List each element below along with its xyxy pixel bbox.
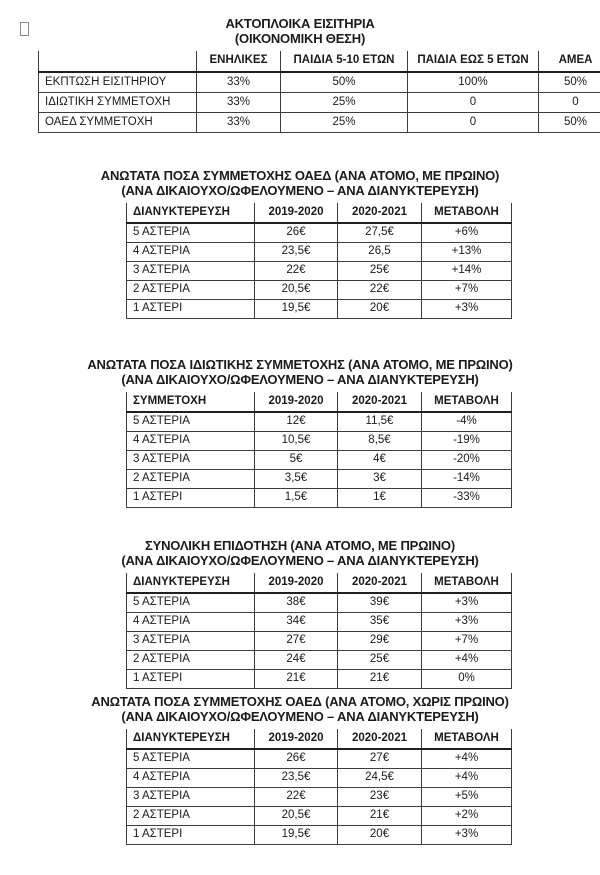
column-header: 2020-2021 xyxy=(338,573,422,593)
table-cell: 22€ xyxy=(255,262,338,281)
table-cell: +7% xyxy=(422,281,512,300)
table-cell: 5€ xyxy=(255,451,338,470)
section-title: ΑΚΤΟΠΛΟΙΚΑ ΕΙΣΙΤΗΡΙΑ xyxy=(0,16,600,31)
table-cell: 0 xyxy=(408,113,539,133)
table-cell: +3% xyxy=(422,613,512,632)
table-cell: 12€ xyxy=(255,412,338,432)
table-row xyxy=(127,300,512,319)
table-cell: 1€ xyxy=(338,489,422,508)
oaed-max-without-breakfast-table xyxy=(126,729,512,845)
table-cell: 20€ xyxy=(338,826,422,845)
oaed-max-with-breakfast-table xyxy=(126,203,512,319)
table-cell: 25€ xyxy=(338,651,422,670)
row-label: 5 ΑΣΤΕΡΙΑ xyxy=(127,223,255,243)
row-label: 2 ΑΣΤΕΡΙΑ xyxy=(127,651,255,670)
column-header: 2019-2020 xyxy=(255,729,338,749)
table-cell: +13% xyxy=(422,243,512,262)
section-subtitle: (ΑΝΑ ΔΙΚΑΙΟΥΧΟ/ΩΦΕΛΟΥΜΕΝΟ – ΑΝΑ ΔΙΑΝΥΚΤΕΡΕΥΣΗ) xyxy=(0,183,600,198)
table-row xyxy=(127,243,512,262)
row-label: 1 ΑΣΤΕΡΙ xyxy=(127,670,255,689)
table-cell: 24€ xyxy=(255,651,338,670)
section-oaed-max-without-breakfast xyxy=(0,694,600,845)
table-row xyxy=(127,451,512,470)
table-cell: 11,5€ xyxy=(338,412,422,432)
table-row xyxy=(127,788,512,807)
column-header-label: ΣΥΜΜΕΤΟΧΗ xyxy=(127,392,255,412)
table-row xyxy=(127,632,512,651)
row-label: 3 ΑΣΤΕΡΙΑ xyxy=(127,632,255,651)
column-header: ΠΑΙΔΙΑ ΕΩΣ 5 ΕΤΩΝ xyxy=(408,51,539,72)
section-title: ΑΝΩΤΑΤΑ ΠΟΣΑ ΙΔΙΩΤΙΚΗΣ ΣΥΜΜΕΤΟΧΗΣ (ΑΝΑ ΑΤΟΜΟ, ΜΕ ΠΡΩΙΝΟ) xyxy=(0,357,600,372)
table-cell: 0 xyxy=(408,93,539,113)
table-cell: 38€ xyxy=(255,593,338,613)
table-row xyxy=(127,826,512,845)
column-header-label: ΔΙΑΝΥΚΤΕΡΕΥΣΗ xyxy=(127,573,255,593)
table-cell: 21€ xyxy=(255,670,338,689)
table-cell: 25€ xyxy=(338,262,422,281)
table-row xyxy=(127,670,512,689)
table-cell: 50% xyxy=(281,72,408,93)
column-header-label: ΔΙΑΝΥΚΤΕΡΕΥΣΗ xyxy=(127,203,255,223)
table-cell: 24,5€ xyxy=(338,769,422,788)
table-row xyxy=(127,223,512,243)
table-cell: 26€ xyxy=(255,749,338,769)
section-oaed-max-with-breakfast xyxy=(0,168,600,319)
table-cell: 25% xyxy=(281,93,408,113)
column-header: 2020-2021 xyxy=(338,392,422,412)
row-label: 1 ΑΣΤΕΡΙ xyxy=(127,826,255,845)
table-cell: 26,5 xyxy=(338,243,422,262)
table-cell: -20% xyxy=(422,451,512,470)
table-cell: +2% xyxy=(422,807,512,826)
header-row xyxy=(127,392,512,412)
column-header: 2019-2020 xyxy=(255,203,338,223)
section-title: ΑΝΩΤΑΤΑ ΠΟΣΑ ΣΥΜΜΕΤΟΧΗΣ ΟΑΕΔ (ΑΝΑ ΑΤΟΜΟ, ΜΕ ΠΡΩΙΝΟ) xyxy=(0,168,600,183)
table-cell: 27€ xyxy=(338,749,422,769)
row-label: 1 ΑΣΤΕΡΙ xyxy=(127,300,255,319)
document-page xyxy=(0,16,600,875)
table-cell: +3% xyxy=(422,593,512,613)
table-cell: +3% xyxy=(422,300,512,319)
table-row xyxy=(127,749,512,769)
header-row xyxy=(39,51,600,72)
table-cell: 39€ xyxy=(338,593,422,613)
column-header: ΜΕΤΑΒΟΛΗ xyxy=(422,729,512,749)
section-title: ΑΝΩΤΑΤΑ ΠΟΣΑ ΣΥΜΜΕΤΟΧΗΣ ΟΑΕΔ (ΑΝΑ ΑΤΟΜΟ, ΧΩΡΙΣ ΠΡΩΙΝΟ) xyxy=(0,694,600,709)
column-header: ΜΕΤΑΒΟΛΗ xyxy=(422,392,512,412)
table-row xyxy=(127,651,512,670)
table-row xyxy=(127,412,512,432)
table-cell: 23€ xyxy=(338,788,422,807)
table-cell: 33% xyxy=(197,93,281,113)
table-cell: 33% xyxy=(197,113,281,133)
table-cell: +7% xyxy=(422,632,512,651)
table-cell: 23,5€ xyxy=(255,769,338,788)
table-cell: 25% xyxy=(281,113,408,133)
section-subtitle: (ΑΝΑ ΔΙΚΑΙΟΥΧΟ/ΩΦΕΛΟΥΜΕΝΟ – ΑΝΑ ΔΙΑΝΥΚΤΕΡΕΥΣΗ) xyxy=(0,553,600,568)
table-cell: 19,5€ xyxy=(255,300,338,319)
table-cell: +14% xyxy=(422,262,512,281)
row-label: 5 ΑΣΤΕΡΙΑ xyxy=(127,593,255,613)
table-cell: 10,5€ xyxy=(255,432,338,451)
table-cell: 20€ xyxy=(338,300,422,319)
table-row xyxy=(127,593,512,613)
table-cell: -33% xyxy=(422,489,512,508)
table-cell: -4% xyxy=(422,412,512,432)
table-cell: 19,5€ xyxy=(255,826,338,845)
column-header: 2020-2021 xyxy=(338,729,422,749)
private-participation-table xyxy=(126,392,512,508)
section-subtitle: (ΟΙΚΟΝΟΜΙΚΗ ΘΕΣΗ) xyxy=(0,31,600,46)
column-header: ΠΑΙΔΙΑ 5-10 ΕΤΩΝ xyxy=(281,51,408,72)
table-cell: 33% xyxy=(197,72,281,93)
table-cell: +3% xyxy=(422,826,512,845)
table-row xyxy=(127,807,512,826)
row-label: 4 ΑΣΤΕΡΙΑ xyxy=(127,769,255,788)
total-subsidy-table xyxy=(126,573,512,689)
row-label: 4 ΑΣΤΕΡΙΑ xyxy=(127,243,255,262)
ferry-discount-table xyxy=(38,51,600,133)
section-title: ΣΥΝΟΛΙΚΗ ΕΠΙΔΟΤΗΣΗ (ΑΝΑ ΑΤΟΜΟ, ΜΕ ΠΡΩΙΝΟ) xyxy=(0,538,600,553)
row-label: 1 ΑΣΤΕΡΙ xyxy=(127,489,255,508)
table-cell: 26€ xyxy=(255,223,338,243)
table-row xyxy=(127,432,512,451)
table-cell: 4€ xyxy=(338,451,422,470)
section-total-subsidy-with-breakfast xyxy=(0,538,600,689)
table-cell: 50% xyxy=(539,113,600,133)
table-cell: 20,5€ xyxy=(255,807,338,826)
table-cell: 100% xyxy=(408,72,539,93)
column-header: ΑΜΕΑ xyxy=(539,51,600,72)
table-cell: 3,5€ xyxy=(255,470,338,489)
table-cell: 1,5€ xyxy=(255,489,338,508)
section-private-participation-with-breakfast xyxy=(0,357,600,508)
table-row xyxy=(127,769,512,788)
row-label: 5 ΑΣΤΕΡΙΑ xyxy=(127,749,255,769)
table-cell: 22€ xyxy=(255,788,338,807)
column-header-label: ΔΙΑΝΥΚΤΕΡΕΥΣΗ xyxy=(127,729,255,749)
table-row xyxy=(127,281,512,300)
table-row xyxy=(39,93,600,113)
column-header: ΕΝΗΛΙΚΕΣ xyxy=(197,51,281,72)
table-cell: 34€ xyxy=(255,613,338,632)
header-row xyxy=(127,203,512,223)
row-label: ΟΑΕΔ ΣΥΜΜΕΤΟΧΗ xyxy=(39,113,197,133)
table-cell: 22€ xyxy=(338,281,422,300)
row-label: 5 ΑΣΤΕΡΙΑ xyxy=(127,412,255,432)
table-cell: 0 xyxy=(539,93,600,113)
row-label: 3 ΑΣΤΕΡΙΑ xyxy=(127,262,255,281)
column-header-label xyxy=(39,51,197,72)
column-header: 2019-2020 xyxy=(255,392,338,412)
table-cell: 21€ xyxy=(338,807,422,826)
table-cell: +5% xyxy=(422,788,512,807)
row-label: 4 ΑΣΤΕΡΙΑ xyxy=(127,432,255,451)
table-row xyxy=(127,262,512,281)
column-header: 2019-2020 xyxy=(255,573,338,593)
table-cell: 50% xyxy=(539,72,600,93)
table-cell: 29€ xyxy=(338,632,422,651)
row-label: 2 ΑΣΤΕΡΙΑ xyxy=(127,281,255,300)
table-cell: -19% xyxy=(422,432,512,451)
section-ferry-tickets xyxy=(0,16,600,133)
row-label: 2 ΑΣΤΕΡΙΑ xyxy=(127,470,255,489)
table-cell: 35€ xyxy=(338,613,422,632)
column-header: 2020-2021 xyxy=(338,203,422,223)
row-label: 4 ΑΣΤΕΡΙΑ xyxy=(127,613,255,632)
table-cell: 20,5€ xyxy=(255,281,338,300)
table-cell: 21€ xyxy=(338,670,422,689)
row-label: 3 ΑΣΤΕΡΙΑ xyxy=(127,451,255,470)
table-cell: 27€ xyxy=(255,632,338,651)
table-cell: 23,5€ xyxy=(255,243,338,262)
table-row xyxy=(127,470,512,489)
table-row xyxy=(39,113,600,133)
row-label: ΙΔΙΩΤΙΚΗ ΣΥΜΜΕΤΟΧΗ xyxy=(39,93,197,113)
table-cell: +4% xyxy=(422,769,512,788)
section-subtitle: (ΑΝΑ ΔΙΚΑΙΟΥΧΟ/ΩΦΕΛΟΥΜΕΝΟ – ΑΝΑ ΔΙΑΝΥΚΤΕΡΕΥΣΗ) xyxy=(0,372,600,387)
table-cell: 0% xyxy=(422,670,512,689)
column-header: ΜΕΤΑΒΟΛΗ xyxy=(422,203,512,223)
table-row xyxy=(127,489,512,508)
header-row xyxy=(127,573,512,593)
table-cell: -14% xyxy=(422,470,512,489)
row-label: 2 ΑΣΤΕΡΙΑ xyxy=(127,807,255,826)
table-row xyxy=(127,613,512,632)
header-row xyxy=(127,729,512,749)
row-label: 3 ΑΣΤΕΡΙΑ xyxy=(127,788,255,807)
table-cell: +4% xyxy=(422,651,512,670)
column-header: ΜΕΤΑΒΟΛΗ xyxy=(422,573,512,593)
table-cell: +6% xyxy=(422,223,512,243)
table-cell: 8,5€ xyxy=(338,432,422,451)
section-subtitle: (ΑΝΑ ΔΙΚΑΙΟΥΧΟ/ΩΦΕΛΟΥΜΕΝΟ – ΑΝΑ ΔΙΑΝΥΚΤΕΡΕΥΣΗ) xyxy=(0,709,600,724)
table-row xyxy=(39,72,600,93)
row-label: ΕΚΠΤΩΣΗ ΕΙΣΙΤΗΡΙΟΥ xyxy=(39,72,197,93)
table-cell: +4% xyxy=(422,749,512,769)
table-cell: 3€ xyxy=(338,470,422,489)
table-cell: 27,5€ xyxy=(338,223,422,243)
